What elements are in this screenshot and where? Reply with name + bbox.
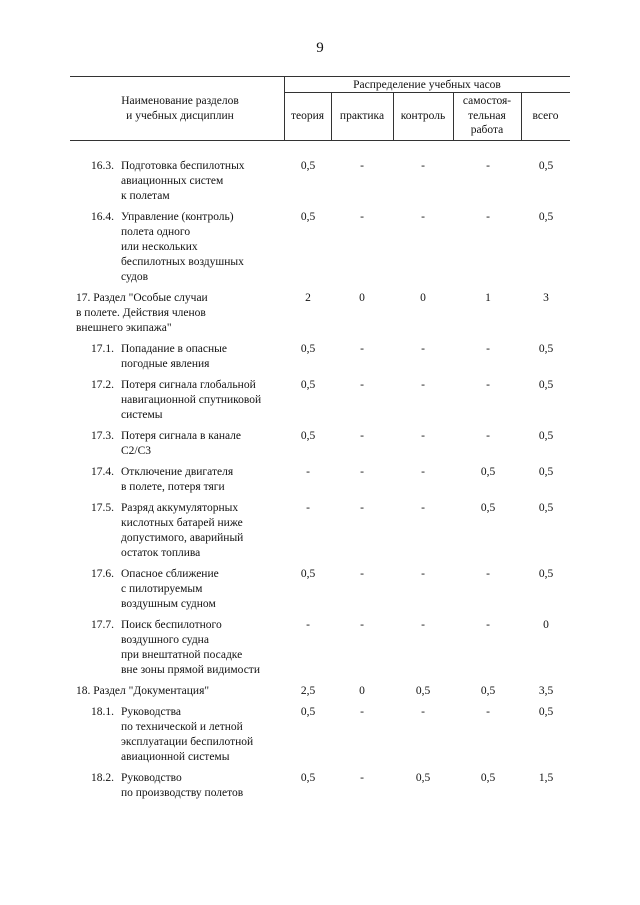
header-self-line3: работа — [470, 124, 504, 136]
row-title-line: допустимого, аварийный — [121, 532, 244, 544]
header-practice: практика — [339, 110, 385, 122]
row-title-line: с пилотируемым — [121, 583, 203, 595]
header-top-rule — [70, 76, 570, 77]
row-title-line: в полете, потеря тяги — [121, 481, 225, 493]
row-title-line: авиационных систем — [121, 175, 224, 187]
cell-self-study: - — [486, 211, 490, 223]
cell-control: - — [421, 502, 425, 514]
row-title-line: или нескольких — [121, 241, 198, 253]
cell-control: - — [421, 160, 425, 172]
row-title-line: Потеря сигнала глобальной — [121, 379, 256, 391]
cell-theory: 0,5 — [300, 772, 316, 784]
cell-practice: - — [360, 502, 364, 514]
row-number: 16.3. — [91, 160, 114, 172]
cell-control: - — [421, 211, 425, 223]
row-title-line: Руководства — [121, 706, 182, 718]
cell-practice: - — [360, 619, 364, 631]
row-title-line: эксплуатации беспилотной — [121, 736, 254, 748]
section-title — [76, 291, 276, 336]
cell-total: 3 — [543, 292, 549, 304]
cell-control: - — [421, 466, 425, 478]
cell-self-study: 0,5 — [480, 772, 496, 784]
row-title-line: воздушным судном — [121, 598, 216, 610]
row-title — [121, 159, 286, 204]
cell-theory: - — [306, 466, 310, 478]
cell-control: - — [421, 619, 425, 631]
cell-self-study: - — [486, 343, 490, 355]
row-number: 16.4. — [91, 211, 114, 223]
row-number: 17.5. — [91, 502, 114, 514]
row-title-line: системы — [121, 409, 163, 421]
row-number: 18.1. — [91, 706, 114, 718]
row-title-line: Поиск беспилотного — [121, 619, 222, 631]
row-title-line: Отключение двигателя — [121, 466, 234, 478]
row-title — [121, 342, 286, 372]
cell-control: 0 — [420, 292, 426, 304]
cell-self-study: 0,5 — [480, 502, 496, 514]
header-name-line1: Наименование разделов — [121, 95, 239, 107]
section-title-line: 17. Раздел "Особые случаи — [76, 292, 208, 304]
row-number: 18.2. — [91, 772, 114, 784]
row-title — [121, 501, 286, 561]
cell-self-study: - — [486, 568, 490, 580]
cell-practice: - — [360, 466, 364, 478]
row-title-line: Разряд аккумуляторных — [121, 502, 239, 514]
row-title-line: Потеря сигнала в канале — [121, 430, 242, 442]
cell-total: 1,5 — [538, 772, 554, 784]
cell-theory: 2,5 — [300, 685, 316, 697]
cell-total: 0,5 — [538, 430, 554, 442]
row-title — [121, 465, 286, 495]
row-title — [121, 705, 286, 765]
cell-practice: - — [360, 211, 364, 223]
header-name-line2: и учебных дисциплин — [126, 109, 234, 122]
cell-self-study: - — [486, 430, 490, 442]
row-number: 17.3. — [91, 430, 114, 442]
row-title — [121, 771, 286, 801]
row-number: 17.6. — [91, 568, 114, 580]
row-title-line: C2/C3 — [121, 445, 152, 457]
cell-control: 0,5 — [415, 772, 431, 784]
page-number: 9 — [316, 40, 324, 56]
cell-control: - — [421, 706, 425, 718]
header-total: всего — [532, 110, 559, 122]
cell-theory: 0,5 — [300, 343, 316, 355]
row-title — [121, 567, 286, 612]
cell-total: 0,5 — [538, 211, 554, 223]
cell-total: 0,5 — [538, 706, 554, 718]
cell-self-study: 1 — [485, 292, 491, 304]
row-number: 17.4. — [91, 466, 114, 478]
row-title-line: Руководство — [121, 772, 182, 784]
cell-practice: - — [360, 160, 364, 172]
cell-self-study: 0,5 — [480, 466, 496, 478]
header-bottom-rule — [70, 140, 570, 141]
cell-theory: 0,5 — [300, 568, 316, 580]
cell-self-study: 0,5 — [480, 685, 496, 697]
row-title-line: воздушного судна — [121, 634, 209, 646]
row-title-line: Попадание в опасные — [121, 343, 227, 355]
row-title-line: погодные явления — [121, 358, 210, 370]
cell-total: 0,5 — [538, 160, 554, 172]
cell-total: 0,5 — [538, 379, 554, 391]
row-title-line: Опасное сближение — [121, 568, 219, 580]
header-self-line1: самостоя- — [462, 95, 512, 107]
cell-control: - — [421, 568, 425, 580]
cell-practice: - — [360, 379, 364, 391]
section-title-line: в полете. Действия членов — [76, 307, 206, 319]
row-title-line: Управление (контроль) — [121, 211, 234, 223]
row-title-line: при внештатной посадке — [121, 649, 243, 661]
cell-self-study: - — [486, 379, 490, 391]
row-title-line: остаток топлива — [121, 547, 201, 559]
row-title — [121, 429, 286, 459]
cell-practice: - — [360, 772, 364, 784]
header-self-line2: тельная — [468, 109, 506, 122]
cell-total: 0,5 — [538, 343, 554, 355]
row-title-line: кислотных батарей ниже — [121, 517, 243, 529]
row-title-line: Подготовка беспилотных — [121, 160, 245, 172]
row-title-line: полета одного — [121, 226, 191, 238]
section-title — [76, 684, 276, 699]
cell-total: 0,5 — [538, 568, 554, 580]
cell-control: 0,5 — [415, 685, 431, 697]
row-title — [121, 378, 286, 423]
cell-control: - — [421, 379, 425, 391]
cell-practice: - — [360, 568, 364, 580]
section-title-line: 18. Раздел "Документация" — [76, 685, 210, 697]
cell-practice: 0 — [359, 292, 365, 304]
cell-theory: 0,5 — [300, 430, 316, 442]
cell-control: - — [421, 343, 425, 355]
cell-practice: 0 — [359, 685, 365, 697]
cell-self-study: - — [486, 706, 490, 718]
cell-theory: 0,5 — [300, 379, 316, 391]
cell-control: - — [421, 430, 425, 442]
row-title-line: судов — [121, 271, 149, 283]
cell-theory: 2 — [305, 292, 311, 304]
cell-practice: - — [360, 343, 364, 355]
header-self-study — [453, 94, 521, 138]
row-title-line: по производству полетов — [121, 787, 244, 799]
header-control: контроль — [400, 110, 446, 122]
row-title-line: по технической и летной — [121, 721, 243, 733]
row-title — [121, 210, 286, 285]
cell-theory: 0,5 — [300, 160, 316, 172]
cell-total: 0,5 — [538, 502, 554, 514]
row-title-line: вне зоны прямой видимости — [121, 664, 260, 676]
header-distribution: Распределение учебных часов — [353, 79, 501, 91]
row-number: 17.1. — [91, 343, 114, 355]
cell-total: 3,5 — [538, 685, 554, 697]
cell-theory: 0,5 — [300, 211, 316, 223]
header-name-column — [80, 94, 280, 123]
row-title-line: авиационной системы — [121, 751, 230, 763]
row-title-line: беспилотных воздушных — [121, 256, 244, 268]
header-theory: теория — [290, 110, 325, 122]
row-number: 17.2. — [91, 379, 114, 391]
cell-practice: - — [360, 706, 364, 718]
row-number: 17.7. — [91, 619, 114, 631]
cell-self-study: - — [486, 619, 490, 631]
cell-self-study: - — [486, 160, 490, 172]
cell-theory: 0,5 — [300, 706, 316, 718]
row-title — [121, 618, 286, 678]
section-title-line: внешнего экипажа" — [76, 322, 172, 334]
row-title-line: навигационной спутниковой — [121, 394, 262, 406]
cell-theory: - — [306, 619, 310, 631]
cell-total: 0 — [543, 619, 549, 631]
cell-total: 0,5 — [538, 466, 554, 478]
row-title-line: к полетам — [121, 190, 170, 202]
cell-practice: - — [360, 430, 364, 442]
cell-theory: - — [306, 502, 310, 514]
